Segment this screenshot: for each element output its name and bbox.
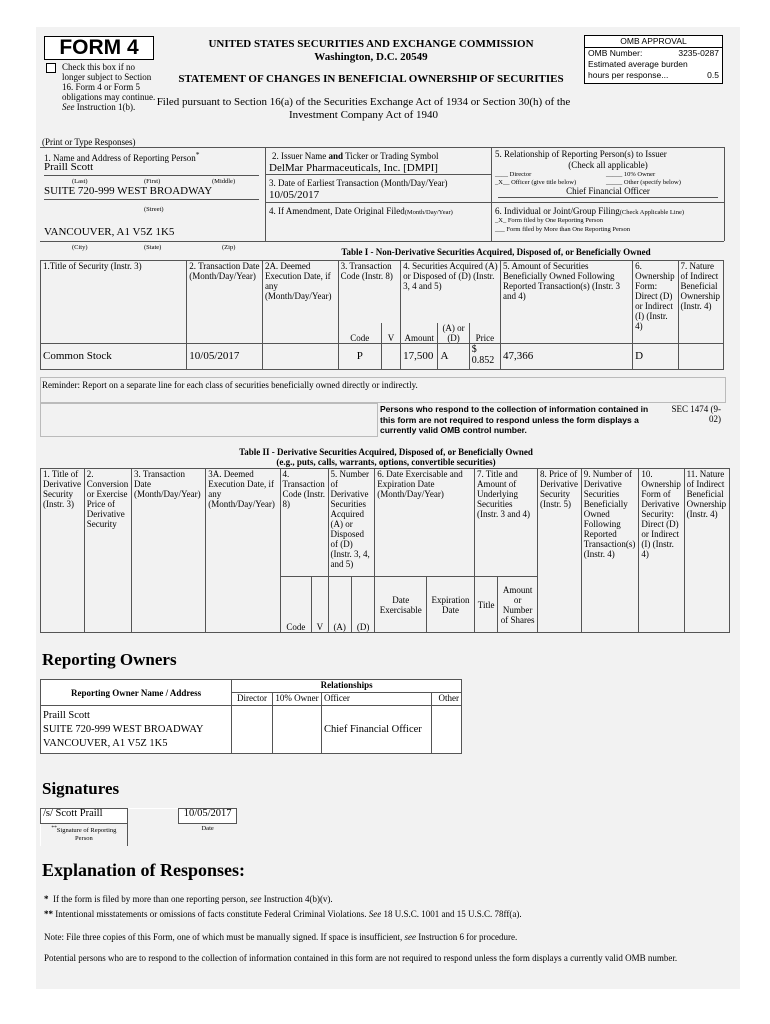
- statement-title: STATEMENT OF CHANGES IN BENEFICIAL OWNERSHIP OF SECURITIES: [178, 73, 564, 85]
- middle-label: (Middle): [212, 178, 236, 185]
- signatures-table: [40, 808, 237, 846]
- omb-title: OMB APPROVAL: [585, 36, 722, 48]
- persons-notice: Persons who respond to the collection of information contained in this form are not required to respond unless the form displays a currently valid OMB control number.: [380, 404, 649, 435]
- t2-h4: 4. Transaction Code (Instr. 8): [280, 469, 328, 577]
- no-longer-subject-checkbox[interactable]: [46, 63, 56, 73]
- blank-box: [40, 403, 378, 437]
- omb-hours-label: hours per response...: [588, 70, 669, 80]
- ten-pct-option: _____ 10% Owner: [606, 171, 656, 178]
- form-page: [36, 27, 740, 989]
- commission-city: Washington, D.C. 20549: [314, 51, 428, 63]
- t1-h2: 2. Transaction Date (Month/Day/Year): [187, 261, 263, 344]
- t2-h9: 9. Number of Derivative Securities Beneficially Owned Following Reported Transaction(s) (Instr. 4): [581, 469, 639, 633]
- table1: [40, 260, 724, 370]
- form-title: FORM 4: [44, 36, 154, 60]
- t1-amount: 17,500: [401, 343, 438, 369]
- omb-number: 3235-0287: [678, 48, 719, 58]
- ro-director: Director: [232, 693, 273, 706]
- filed-pursuant-line1: Filed pursuant to Section 16(a) of the Securities Exchange Act of 1934 or Section 30(h) of the: [156, 96, 571, 108]
- director-option: ____ Director: [495, 171, 532, 178]
- t1-price: [469, 343, 500, 369]
- t1-sub-amount: Amount: [401, 323, 438, 344]
- issuer-name: DelMar Pharmaceuticals, Inc. [DMPI]: [269, 162, 438, 174]
- t1-price-value: 0.852: [471, 354, 495, 366]
- t1-form: D: [633, 343, 678, 369]
- t1-code: P: [338, 343, 381, 369]
- explanation-note1: * If the form is filed by more than one reporting person, see Instruction 4(b)(v).: [44, 894, 333, 904]
- reporting-person-street: SUITE 720-999 WEST BROADWAY: [44, 185, 213, 197]
- t1-sub-v: V: [381, 323, 400, 344]
- t1-h5: 5. Amount of Securities Beneficially Owned Following Reported Transaction(s) (Instr. 3 and 4): [500, 261, 632, 344]
- t2-sub-amount: Amount or Number of Shares: [498, 577, 538, 633]
- t1-price-symbol: $: [471, 343, 477, 355]
- reporting-person-city: VANCOUVER, A1 V5Z 1K5: [44, 226, 175, 238]
- t1-owned: 47,366: [500, 343, 632, 369]
- issuer-label: 2. Issuer Name and Ticker or Trading Symbol: [272, 151, 439, 161]
- t1-security: Common Stock: [41, 343, 187, 369]
- ro-other: Other: [431, 693, 461, 706]
- t2-h3: 3. Transaction Date (Month/Day/Year): [132, 469, 206, 633]
- relationship-label: 5. Relationship of Reporting Person(s) to Issuer: [495, 149, 667, 159]
- signature-label: **Signature of Reporting Person: [41, 824, 128, 846]
- t1-h6: 6. Ownership Form: Direct (D) or Indirect (I) (Instr. 4): [633, 261, 678, 344]
- officer-title: Chief Financial Officer: [566, 186, 650, 196]
- t1-h3: 3. Transaction Code (Instr. 8): [338, 261, 401, 323]
- explanation-note4: Potential persons who are to respond to the collection of information contained in this form are not required to respond unless the form displays a currently valid OMB number.: [44, 953, 678, 963]
- ro-owner-name: Praill Scott: [43, 709, 90, 721]
- t2-sub-d: (D): [351, 577, 374, 633]
- reporting-person-name: Praill Scott: [44, 161, 94, 173]
- omb-burden: Estimated average burden: [588, 59, 688, 69]
- t1-h4: 4. Securities Acquired (A) or Disposed of (D) (Instr. 3, 4 and 5): [401, 261, 501, 323]
- t1-h1: 1.Title of Security (Instr. 3): [41, 261, 187, 344]
- t2-h3a: 3A. Deemed Execution Date, if any (Month/Day/Year): [206, 469, 280, 633]
- zip-label: (Zip): [222, 244, 236, 251]
- t1-deemed: [262, 343, 338, 369]
- sec-number: SEC 1474 (9-02): [671, 404, 721, 424]
- t1-v: [381, 343, 400, 369]
- signature-date: 10/05/2017: [179, 809, 237, 824]
- relationship-check: (Check all applicable): [568, 160, 648, 170]
- table2-title: Table II - Derivative Securities Acquired, Disposed of, or Beneficially Owned: [239, 447, 533, 457]
- t1-sub-code: Code: [338, 323, 381, 344]
- signature-value: /s/ Scott Praill: [41, 809, 128, 824]
- table-row: [41, 706, 462, 754]
- t2-h8: 8. Price of Derivative Security (Instr. 5): [538, 469, 582, 633]
- signatures-heading: Signatures: [42, 779, 120, 798]
- filing-label: 6. Individual or Joint/Group Filing(Check Applicable Line): [495, 206, 685, 216]
- t2-h7: 7. Title and Amount of Underlying Securities (Instr. 3 and 4): [474, 469, 537, 577]
- earliest-date-label: 3. Date of Earliest Transaction (Month/Day/Year): [269, 178, 448, 188]
- t1-nature: [678, 343, 723, 369]
- reporting-owners-heading: Reporting Owners: [42, 650, 177, 669]
- t2-sub-title: Title: [474, 577, 497, 633]
- t2-h2: 2. Conversion or Exercise Price of Derivative Security: [84, 469, 131, 633]
- t1-sub-price: Price: [469, 323, 500, 344]
- print-type-note: (Print or Type Responses): [42, 137, 136, 147]
- ro-owner-street: SUITE 720-999 WEST BROADWAY: [43, 723, 204, 735]
- t2-h6: 6. Date Exercisable and Expiration Date (Month/Day/Year): [375, 469, 475, 577]
- table2-subtitle: (e.g., puts, calls, warrants, options, convertible securities): [276, 457, 496, 467]
- explanation-note2: ** Intentional misstatements or omissions of facts constitute Federal Criminal Violations. See 18 U.S.C. 1001 and 15 U.S.C. 78ff(a).: [44, 909, 522, 919]
- t1-sub-aord: (A) or (D): [438, 323, 469, 344]
- last-label: (Last): [72, 178, 88, 185]
- ro-relationships: Relationships: [232, 680, 462, 693]
- t2-h10: 10. Ownership Form of Derivative Security: Direct (D) or Indirect (I) (Instr. 4): [639, 469, 684, 633]
- explanation-note3: Note: File three copies of this Form, one of which must be manually signed. If space is insufficient, see Instruction 6 for procedure.: [44, 932, 518, 942]
- first-label: (First): [144, 178, 161, 185]
- ro-owner-city: VANCOUVER, A1 V5Z 1K5: [43, 737, 168, 749]
- checkbox-text: Check this box if no longer subject to Section 16. Form 4 or Form 5 obligations may continue. See Instruction 1(b).: [62, 62, 156, 112]
- ro-owner-address: [41, 706, 232, 754]
- reporting-person-label: 1. Name and Address of Reporting Person*: [44, 150, 200, 163]
- table-row: [41, 343, 724, 369]
- table2: [40, 468, 730, 633]
- t1-h7: 7. Nature of Indirect Beneficial Ownership (Instr. 4): [678, 261, 723, 344]
- omb-number-label: OMB Number:: [588, 48, 643, 58]
- t2-sub-expiration: Expiration Date: [427, 577, 475, 633]
- city-label: (City): [72, 244, 88, 251]
- t1-date: 10/05/2017: [187, 343, 263, 369]
- t2-h11: 11. Nature of Indirect Beneficial Ownership (Instr. 4): [684, 469, 729, 633]
- t2-sub-exercisable: Date Exercisable: [375, 577, 427, 633]
- reminder-text: Reminder: Report on a separate line for each class of securities beneficially owned directly or indirectly.: [42, 380, 418, 390]
- signature-date-label: Date: [179, 824, 237, 846]
- ro-officer: Officer: [322, 693, 432, 706]
- commission-title: UNITED STATES SECURITIES AND EXCHANGE COMMISSION: [208, 38, 534, 50]
- amendment-label: 4. If Amendment, Date Original Filed(Month/Day/Year): [269, 206, 453, 216]
- omb-approval-box: [584, 35, 723, 84]
- t2-sub-a: (A): [328, 577, 351, 633]
- reporting-owners-table: [40, 679, 462, 754]
- t2-sub-v: V: [312, 577, 328, 633]
- t1-h2a: 2A. Deemed Execution Date, if any (Month/Day/Year): [262, 261, 338, 344]
- ro-ten-pct: 10% Owner: [272, 693, 321, 706]
- filed-pursuant-line2: Investment Company Act of 1940: [288, 109, 439, 121]
- t1-aord: A: [438, 343, 469, 369]
- omb-hours: 0.5: [707, 70, 719, 80]
- filing-one: _X_ Form filed by One Reporting Person: [495, 217, 603, 224]
- t2-sub-code: Code: [280, 577, 312, 633]
- state-label: (State): [144, 244, 162, 251]
- officer-option: _X__ Officer (give title below): [495, 179, 577, 186]
- ro-officer-value: Chief Financial Officer: [322, 706, 432, 754]
- table1-title: Table I - Non-Derivative Securities Acquired, Disposed of, or Beneficially Owned: [341, 247, 651, 257]
- street-label: (Street): [144, 206, 164, 213]
- earliest-date-value: 10/05/2017: [269, 189, 320, 201]
- other-option: _____ Other (specify below): [606, 179, 681, 186]
- explanation-heading: Explanation of Responses:: [42, 860, 246, 880]
- t2-h1: 1. Title of Derivative Security (Instr. 3): [41, 469, 85, 633]
- t2-h5: 5. Number of Derivative Securities Acquired (A) or Disposed of (D) (Instr. 3, 4, and 5): [328, 469, 375, 577]
- reminder-box: [40, 377, 726, 403]
- ro-col-name: Reporting Owner Name / Address: [41, 680, 232, 706]
- filing-more: ___ Form filed by More than One Reporting Person: [495, 226, 631, 233]
